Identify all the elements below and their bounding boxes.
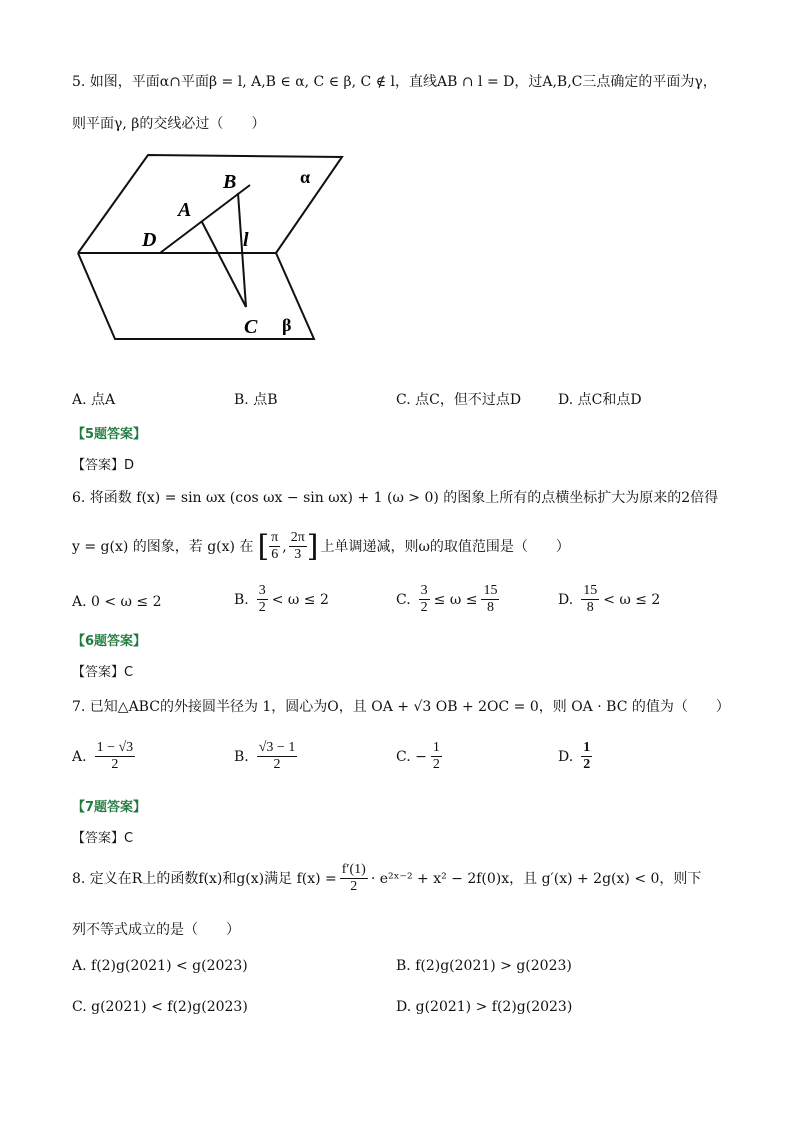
label-alpha: α <box>300 167 311 187</box>
q5-option-a: A. 点A <box>72 392 116 408</box>
q8-fraction: $\frac{f'(1)}{2}$ <box>341 862 366 894</box>
q6-stem-line2-pre: y = g(x) 的图象，若 g(x) 在 <box>72 538 254 555</box>
label-beta: β <box>282 315 292 335</box>
q7-answer: 【答案】C <box>72 831 134 846</box>
label-c: C <box>244 316 258 338</box>
q5-answer: 【答案】D <box>72 458 135 473</box>
plane-beta-outline <box>78 253 314 339</box>
right-bracket: ] <box>306 528 319 564</box>
line-ab <box>160 185 250 253</box>
q8-option-c: C. g(2021) < f(2)g(2023) <box>72 999 248 1015</box>
q7-option-b: B. $\frac{√3 - 1}{2}$ <box>234 740 296 772</box>
q7-option-d: D. $\frac{1}{2}$ <box>558 740 591 772</box>
q6-stem-line2 <box>72 530 570 563</box>
q5-stem-line2: 则平面γ, β的交线必过（ ） <box>72 116 266 132</box>
q8-stem-post: · e²ˣ⁻² + x² − 2f(0)x，且 g′(x) + 2g(x) < 0，则下 <box>370 870 702 887</box>
left-bracket: [ <box>257 528 270 564</box>
q5-figure-planes <box>70 145 360 350</box>
q5-stem-line1: 5. 如图，平面α∩平面β = l, A,B ∈ α, C ∈ β, C ∉ l，直线AB ∩ l = D，过A,B,C三点确定的平面为γ， <box>72 74 717 90</box>
q8-option-a: A. f(2)g(2021) < g(2023) <box>72 958 248 974</box>
q8-stem-line1 <box>72 862 701 895</box>
q5-option-c: C. 点C，但不过点D <box>396 392 522 408</box>
q6-answer: 【答案】C <box>72 665 134 680</box>
q8-option-b: B. f(2)g(2021) > g(2023) <box>396 958 572 974</box>
q6-option-d: D. $\frac{15}{8}$ < ω ≤ 2 <box>558 583 661 615</box>
label-b: B <box>223 171 237 193</box>
interval-comma: , <box>282 538 287 555</box>
q7-option-a: A. $\frac{1 - √3}{2}$ <box>72 740 134 772</box>
q8-stem-line2: 列不等式成立的是（ ） <box>72 922 240 938</box>
q7-answer-label: 【7题答案】 <box>72 800 147 815</box>
q5-option-d: D. 点C和点D <box>558 392 642 408</box>
q6-stem-line2-post: 上单调递减，则ω的取值范围是（ ） <box>320 538 570 555</box>
q6-stem-line1: 6. 将函数 f(x) = sin ωx (cos ωx − sin ωx) + 1 (ω > 0) 的图象上所有的点横坐标扩大为原来的2倍得 <box>72 490 719 506</box>
q8-stem-pre: 8. 定义在R上的函数f(x)和g(x)满足 f(x) = <box>72 870 337 887</box>
q6-option-b: B. $\frac{3}{2}$ < ω ≤ 2 <box>234 583 329 615</box>
q6-option-c: C. $\frac{3}{2}$ ≤ ω ≤ $\frac{15}{8}$ <box>396 583 498 615</box>
q8-option-d: D. g(2021) > f(2)g(2023) <box>396 999 573 1015</box>
label-a: A <box>178 199 192 221</box>
q6-option-a: A. 0 < ω ≤ 2 <box>72 594 162 610</box>
q5-option-b: B. 点B <box>234 392 278 408</box>
interval-start-fraction: $\frac{\pi}{6}$ <box>271 530 279 562</box>
label-d: D <box>142 229 157 251</box>
q7-option-c: C. − $\frac{1}{2}$ <box>396 740 440 772</box>
q7-stem-line1: 7. 已知△ABC的外接圆半径为 1，圆心为O，且 OA + √3 OB + 2OC = 0，则 OA · BC 的值为（ ） <box>72 699 730 715</box>
label-l: l <box>243 229 249 251</box>
q6-answer-label: 【6题答案】 <box>72 634 147 649</box>
q5-answer-label: 【5题答案】 <box>72 427 147 442</box>
interval-end-fraction: $\frac{2\pi}{3}$ <box>290 530 305 562</box>
line-ac <box>202 222 246 307</box>
